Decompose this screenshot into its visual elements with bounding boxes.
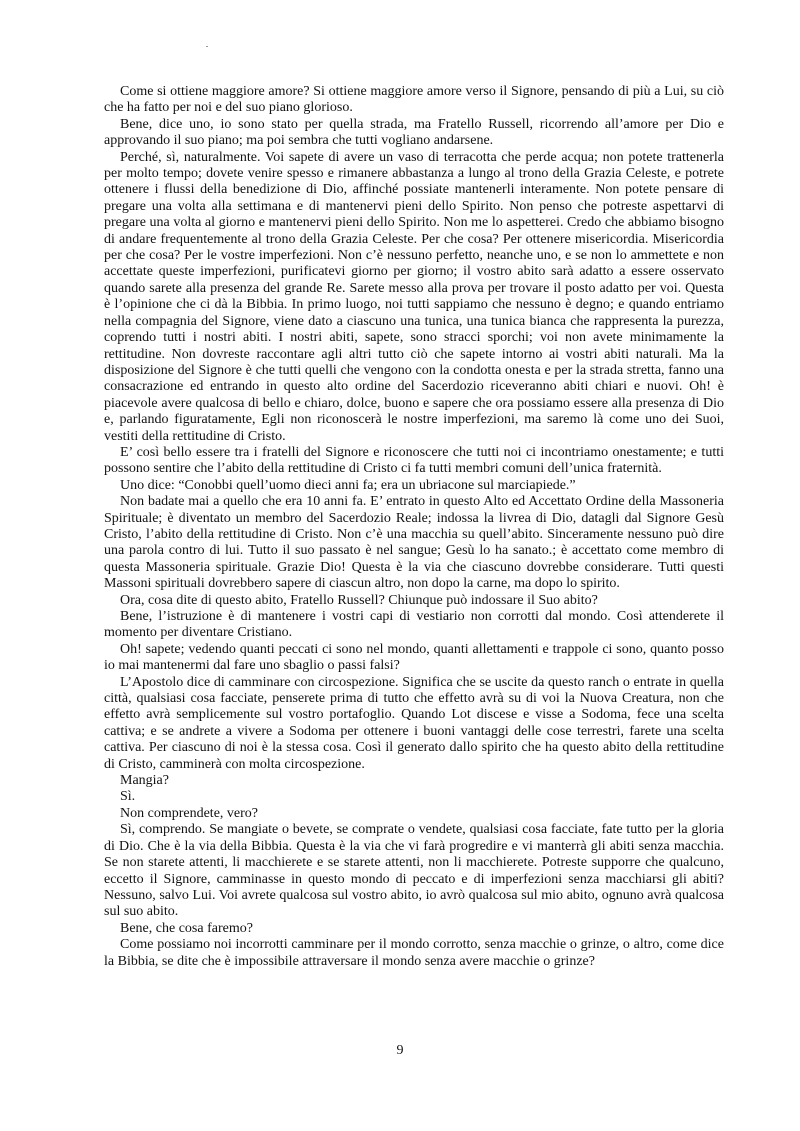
paragraph: Bene, che cosa faremo? (120, 920, 253, 936)
paragraph: Non comprendete, vero? (120, 805, 258, 821)
paragraph: E’ così bello essere tra i fratelli del Signore e riconoscere che tutti noi ci incontriamo onestamente; e tutti possono sentire che l’abito della rettitudine di Cristo ci fa tutti membri comuni dell’unica fraternità. (104, 444, 724, 477)
paragraph: L’Apostolo dice di camminare con circospezione. Significa che se uscite da questo ranch o entrate in quella città, qualsiasi cosa facciate, penserete prima di tutto che effetto avrà su di voi la Nuova Creatura, non che effetto avrà semplicemente sul vostro portafoglio. Quando Lot discese e visse a Sodoma, fece una scelta cattiva; e se andrete a vivere a Sodoma per ottenere i buoni vantaggi delle cose terrestri, farete una scelta cattiva. Per ciascuno di noi è la stessa cosa. Così il generato dallo spirito che ha questo abito della rettitudine di Cristo, camminerà con molta circospezione. (104, 674, 724, 772)
scan-speck (206, 46, 208, 47)
paragraph: Uno dice: “Conobbi quell’uomo dieci anni fa; era un ubriacone sul marciapiede.” (120, 477, 576, 493)
paragraph: Oh! sapete; vedendo quanti peccati ci sono nel mondo, quanti allettamenti e trappole ci sono, quanto posso io mai mantenermi dal fare uno sbaglio o passi falsi? (104, 641, 724, 674)
paragraph: Non badate mai a quello che era 10 anni fa. E’ entrato in questo Alto ed Accettato Ordine della Massoneria Spirituale; è diventato un membro del Sacerdozio Reale; indossa la livrea di Dio, datagli dal Signore Gesù Cristo, l’abito della rettitudine di Cristo. Non c’è una macchia su quell’abito. Sinceramente nessuno può dire una parola contro di lui. Tutto il suo passato è nel sangue; Gesù lo ha sanato.; è accettato come membro di questa Massoneria spirituale. Grazie Dio! Questa è la via che ciascuno dovrebbe considerare. Tutti questi Massoni spirituali dovrebbero sapere di ciascun altro, non dopo la carne, ma dopo lo spirito. (104, 494, 724, 592)
paragraph: Come possiamo noi incorrotti camminare per il mondo corrotto, senza macchie o grinze, o altro, come dice la Bibbia, se dite che è impossibile attraversare il mondo senza avere macchie o grinze? (104, 937, 724, 969)
paragraph: Sì, comprendo. Se mangiate o bevete, se comprate o vendete, qualsiasi cosa facciate, fate tutto per la gloria di Dio. Che è la via della Bibbia. Questa è la via che vi farà progredire e vi manterrà gli abiti senza macchia. Se non starete attenti, li macchierete e se starete attenti, non li macchierete. Potreste supporre che qualcuno, eccetto il Signore, camminasse in questo mondo di peccato e di imperfezioni senza macchiarsi gli abiti? Nessuno, salvo Lui. Voi avrete qualcosa sul vostro abito, io avrò qualcosa sul mio abito, ognuno avrà qualcosa sul suo abito. (104, 822, 724, 920)
paragraph: Bene, l’istruzione è di mantenere i vostri capi di vestiario non corrotti dal mondo. Così attenderete il momento per diventare Cristiano. (104, 609, 724, 641)
page-number: 9 (396, 1043, 404, 1058)
paragraph: Bene, dice uno, io sono stato per quella strada, ma Fratello Russell, ricorrendo all’amore per Dio e approvando il suo piano; ma poi sembra che tutti vogliano andarsene. (104, 116, 724, 149)
paragraph: Come si ottiene maggiore amore? Si ottiene maggiore amore verso il Signore, pensando di più a Lui, su ciò che ha fatto per noi e del suo piano glorioso. (104, 84, 724, 116)
paragraph: Ora, cosa dite di questo abito, Fratello Russell? Chiunque può indossare il Suo abito? (120, 592, 598, 608)
paragraph: Perché, sì, naturalmente. Voi sapete di avere un vaso di terracotta che perde acqua; non potete trattenerla per molto tempo; dovete venire spesso e rimanere abbastanza a lungo al trono della Grazia Celeste, e potrete ottenere i flussi della benedizione di Dio, affinché possiate mantenerli interamente. Non potete pensare di pregare una volta alla settimana e di mantenervi pieni dello Spirito. Non penso che potreste aspettarvi di pregare una volta al giorno e mantenervi pieni dello Spirito. Non me lo aspetterei. Credo che abbiamo bisogno di andare frequentemente al trono della Grazia Celeste. Per che cosa? Per ottenere misericordia. Misericordia per che cosa? Per le vostre imperfezioni. Non c’è nessuno perfetto, neanche uno, e se non lo ammettete e non accettate queste imperfezioni, purificatevi giorno per giorno; il vostro abito sarà adatto a essere osservato quando sarete alla presenza del grande Re. Sarete messo alla prova per trovare il posto adatto per voi. Questa è l’opinione che ci dà la Bibbia. In primo luogo, noi tutti sappiamo che nessuno è degno; e quando entriamo nella compagnia del Signore, viene dato a ciascuno una tunica, una tunica bianca che rappresenta la purezza, coprendo tutti i nostri abiti. I nostri abiti, sapete, sono stracci sporchi; voi non avete minimamente la rettitudine. Non dovreste raccontare agli altri tutto ciò che sapete intorno ai vostri abiti naturali. Ma la disposizione del Signore è che tutti quelli che vengono con la condotta onesta e per la strada stretta, fanno una consacrazione ed entrando in questo alto ordine del Sacerdozio riceveranno abiti chiari e nuovi. Oh! è piacevole avere qualcosa di bello e chiaro, dolce, buono e sapere che ora possiamo essere alla presenza di Dio e, parlando figuratamente, Egli non riconoscerà le nostre imperfezioni, ma saremo là come uno dei Suoi, vestiti della rettitudine di Cristo. (104, 149, 724, 444)
body-text (104, 84, 724, 970)
paragraph: Mangia? (120, 773, 169, 789)
paragraph: Sì. (120, 789, 136, 805)
